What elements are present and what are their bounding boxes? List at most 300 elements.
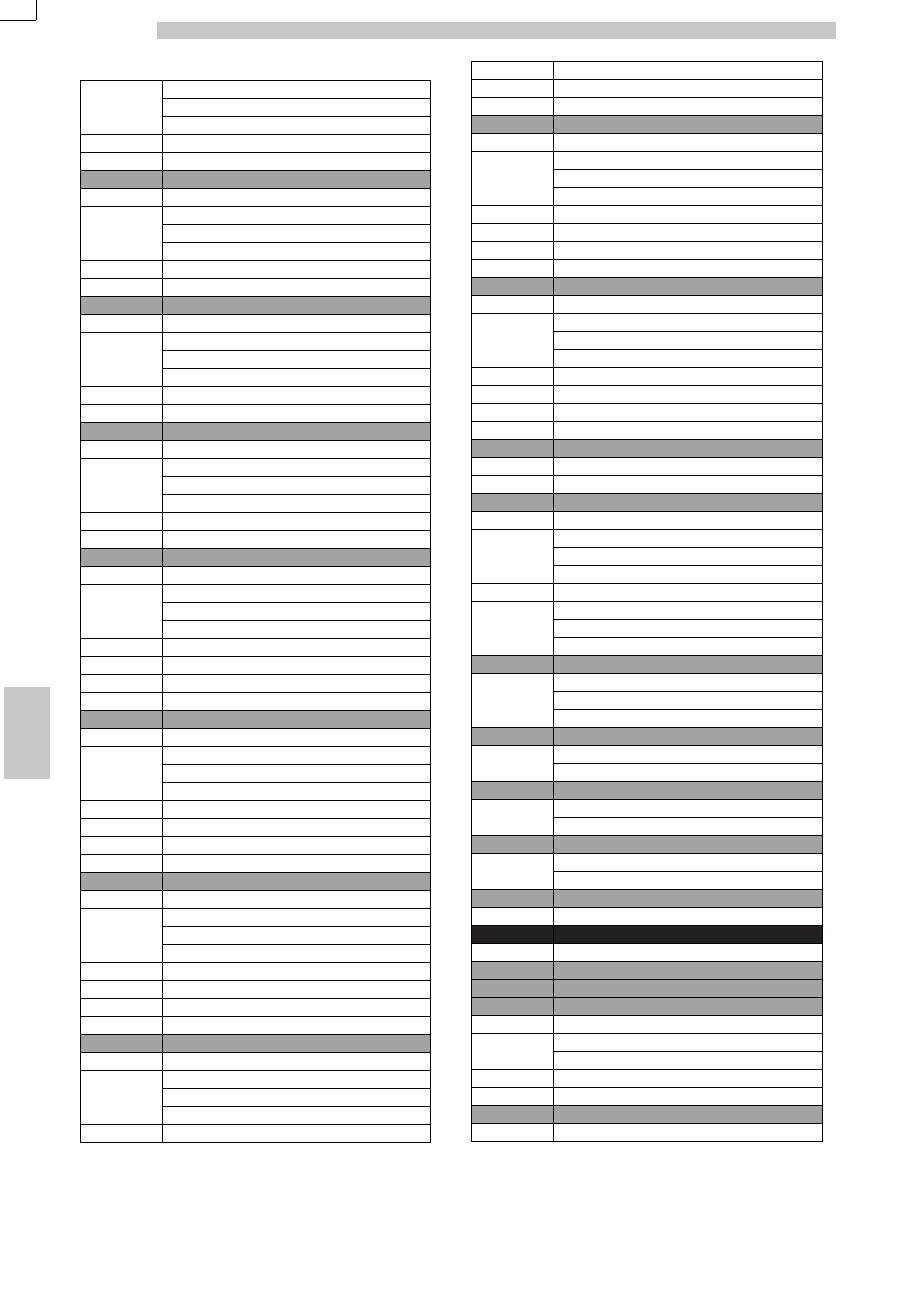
value-cell	[554, 566, 823, 584]
header-cell-value	[163, 1035, 431, 1053]
value-cell	[163, 909, 431, 927]
table-row	[472, 1088, 823, 1106]
section-header-row	[472, 440, 823, 458]
key-cell	[81, 279, 163, 297]
header-cell-value	[554, 836, 823, 854]
header-cell-value	[554, 440, 823, 458]
header-cell-value	[554, 926, 823, 944]
table-row	[81, 963, 431, 981]
value-cell	[554, 152, 823, 170]
table-row	[81, 279, 431, 297]
table-row	[81, 333, 431, 351]
value-cell	[554, 314, 823, 332]
value-cell	[163, 531, 431, 549]
header-cell-value	[554, 728, 823, 746]
header-cell-key	[472, 926, 554, 944]
key-cell	[81, 459, 163, 513]
header-cell-key	[472, 494, 554, 512]
key-cell	[81, 639, 163, 657]
table-row	[472, 134, 823, 152]
key-cell	[81, 333, 163, 387]
key-cell	[81, 855, 163, 873]
key-cell	[472, 800, 554, 836]
section-header-row	[81, 711, 431, 729]
key-cell	[81, 567, 163, 585]
key-cell	[81, 729, 163, 747]
value-cell	[163, 135, 431, 153]
table-row	[472, 602, 823, 620]
section-header-row	[472, 962, 823, 980]
section-header-row	[472, 1106, 823, 1124]
table-row	[472, 854, 823, 872]
key-cell	[81, 747, 163, 801]
table-row	[472, 404, 823, 422]
value-cell	[554, 512, 823, 530]
table-row	[81, 729, 431, 747]
header-cell-key	[472, 890, 554, 908]
table-row	[81, 387, 431, 405]
key-cell	[81, 1053, 163, 1071]
header-cell-value	[163, 711, 431, 729]
key-cell	[472, 224, 554, 242]
value-cell	[163, 675, 431, 693]
section-header-row	[81, 171, 431, 189]
key-cell	[81, 801, 163, 819]
value-cell	[163, 459, 431, 477]
value-cell	[163, 1053, 431, 1071]
header-cell-key	[472, 656, 554, 674]
value-cell	[554, 530, 823, 548]
table-row	[472, 80, 823, 98]
value-cell	[163, 1071, 431, 1089]
value-cell	[554, 692, 823, 710]
table-row	[472, 512, 823, 530]
value-cell	[554, 188, 823, 206]
value-cell	[163, 891, 431, 909]
header-cell-key	[472, 998, 554, 1016]
value-cell	[163, 801, 431, 819]
value-cell	[554, 368, 823, 386]
value-cell	[163, 837, 431, 855]
table-row	[81, 1125, 431, 1143]
table-row	[472, 386, 823, 404]
table-row	[472, 530, 823, 548]
value-cell	[163, 1089, 431, 1107]
section-header-row	[81, 297, 431, 315]
table-row	[472, 476, 823, 494]
table-row	[81, 405, 431, 423]
key-cell	[472, 134, 554, 152]
value-cell	[554, 1124, 823, 1142]
table-row	[472, 1070, 823, 1088]
table-row	[81, 855, 431, 873]
value-cell	[163, 855, 431, 873]
value-cell	[554, 242, 823, 260]
table-row	[472, 1124, 823, 1142]
value-cell	[163, 927, 431, 945]
key-cell	[81, 1071, 163, 1125]
table-row	[81, 999, 431, 1017]
top-header-band	[157, 22, 836, 39]
key-cell	[472, 674, 554, 728]
section-header-row	[472, 116, 823, 134]
table-row	[81, 207, 431, 225]
value-cell	[163, 747, 431, 765]
value-cell	[163, 783, 431, 801]
key-cell	[472, 314, 554, 368]
key-cell	[81, 261, 163, 279]
key-cell	[81, 909, 163, 963]
table-row	[81, 819, 431, 837]
table-row	[472, 260, 823, 278]
value-cell	[554, 908, 823, 926]
header-cell-key	[81, 711, 163, 729]
table-row	[81, 639, 431, 657]
value-cell	[163, 621, 431, 639]
header-cell-key	[472, 440, 554, 458]
header-cell-value	[163, 423, 431, 441]
value-cell	[163, 387, 431, 405]
table-row	[81, 1071, 431, 1089]
section-header-row	[81, 873, 431, 891]
header-cell-value	[554, 782, 823, 800]
value-cell	[554, 800, 823, 818]
key-cell	[472, 1070, 554, 1088]
table-row	[81, 81, 431, 99]
table-row	[472, 1034, 823, 1052]
value-cell	[163, 153, 431, 171]
value-cell	[163, 81, 431, 99]
key-cell	[81, 441, 163, 459]
value-cell	[554, 674, 823, 692]
header-cell-key	[81, 1035, 163, 1053]
key-cell	[472, 260, 554, 278]
value-cell	[554, 818, 823, 836]
header-cell-value	[163, 297, 431, 315]
table-row	[81, 657, 431, 675]
section-header-row	[472, 890, 823, 908]
header-cell-key	[472, 1106, 554, 1124]
table-row	[81, 189, 431, 207]
header-cell-key	[81, 873, 163, 891]
value-cell	[554, 170, 823, 188]
table-left	[80, 80, 431, 1143]
key-cell	[472, 80, 554, 98]
crop-mark	[36, 0, 37, 20]
value-cell	[554, 746, 823, 764]
value-cell	[163, 477, 431, 495]
section-header-row	[472, 980, 823, 998]
value-cell	[163, 333, 431, 351]
key-cell	[81, 1125, 163, 1143]
value-cell	[163, 819, 431, 837]
value-cell	[163, 981, 431, 999]
key-cell	[472, 1034, 554, 1070]
table-row	[472, 674, 823, 692]
key-cell	[81, 891, 163, 909]
key-cell	[81, 81, 163, 135]
key-cell	[81, 1017, 163, 1035]
key-cell	[472, 206, 554, 224]
value-cell	[163, 603, 431, 621]
table-row	[472, 314, 823, 332]
section-header-row	[472, 494, 823, 512]
header-cell-key	[472, 116, 554, 134]
value-cell	[554, 350, 823, 368]
value-cell	[554, 260, 823, 278]
table-row	[81, 981, 431, 999]
key-cell	[472, 584, 554, 602]
table-row	[472, 584, 823, 602]
table-row	[81, 909, 431, 927]
table-row	[81, 747, 431, 765]
value-cell	[554, 710, 823, 728]
value-cell	[554, 584, 823, 602]
value-cell	[554, 1070, 823, 1088]
value-cell	[554, 1088, 823, 1106]
header-cell-key	[472, 728, 554, 746]
key-cell	[81, 189, 163, 207]
value-cell	[163, 945, 431, 963]
section-header-row-dark	[472, 926, 823, 944]
key-cell	[472, 908, 554, 926]
table-row	[81, 693, 431, 711]
key-cell	[81, 513, 163, 531]
table-row	[81, 441, 431, 459]
table-row	[81, 1053, 431, 1071]
header-cell-value	[554, 278, 823, 296]
table-row	[472, 62, 823, 80]
key-cell	[81, 135, 163, 153]
value-cell	[163, 963, 431, 981]
key-cell	[472, 746, 554, 782]
value-cell	[554, 854, 823, 872]
section-header-row	[81, 1035, 431, 1053]
key-cell	[81, 153, 163, 171]
value-cell	[163, 351, 431, 369]
table-right	[471, 61, 823, 1142]
section-header-row	[81, 423, 431, 441]
crop-mark	[0, 20, 36, 21]
header-cell-key	[472, 980, 554, 998]
value-cell	[163, 441, 431, 459]
value-cell	[163, 279, 431, 297]
value-cell	[554, 422, 823, 440]
table-row	[81, 891, 431, 909]
key-cell	[472, 368, 554, 386]
header-cell-value	[554, 998, 823, 1016]
header-cell-key	[472, 962, 554, 980]
header-cell-key	[81, 171, 163, 189]
value-cell	[554, 206, 823, 224]
key-cell	[472, 944, 554, 962]
value-cell	[163, 369, 431, 387]
value-cell	[554, 98, 823, 116]
table-row	[81, 315, 431, 333]
section-header-row	[472, 836, 823, 854]
key-cell	[472, 404, 554, 422]
table-row	[472, 1016, 823, 1034]
table-row	[472, 746, 823, 764]
header-cell-key	[81, 297, 163, 315]
key-cell	[472, 62, 554, 80]
value-cell	[554, 476, 823, 494]
header-cell-value	[554, 656, 823, 674]
section-header-row	[472, 998, 823, 1016]
table-row	[472, 368, 823, 386]
table-row	[472, 152, 823, 170]
table-row	[472, 224, 823, 242]
value-cell	[554, 80, 823, 98]
value-cell	[554, 458, 823, 476]
table-row	[81, 675, 431, 693]
key-cell	[81, 999, 163, 1017]
key-cell	[472, 476, 554, 494]
key-cell	[81, 405, 163, 423]
value-cell	[163, 693, 431, 711]
value-cell	[554, 944, 823, 962]
table-row	[472, 944, 823, 962]
value-cell	[163, 513, 431, 531]
table-row	[81, 801, 431, 819]
table-row	[81, 837, 431, 855]
header-cell-value	[554, 962, 823, 980]
section-header-row	[472, 728, 823, 746]
header-cell-value	[163, 171, 431, 189]
key-cell	[472, 1016, 554, 1034]
table-row	[472, 422, 823, 440]
value-cell	[554, 62, 823, 80]
table-row	[81, 531, 431, 549]
header-cell-key	[81, 423, 163, 441]
header-cell-value	[163, 549, 431, 567]
value-cell	[163, 117, 431, 135]
key-cell	[472, 854, 554, 890]
key-cell	[81, 207, 163, 261]
table-row	[81, 153, 431, 171]
value-cell	[163, 567, 431, 585]
key-cell	[81, 585, 163, 639]
value-cell	[554, 638, 823, 656]
value-cell	[554, 764, 823, 782]
header-cell-value	[554, 116, 823, 134]
header-cell-key	[472, 836, 554, 854]
table-row	[472, 800, 823, 818]
value-cell	[163, 189, 431, 207]
value-cell	[163, 99, 431, 117]
table-row	[81, 585, 431, 603]
section-header-row	[472, 656, 823, 674]
header-cell-value	[554, 980, 823, 998]
key-cell	[81, 963, 163, 981]
section-header-row	[81, 549, 431, 567]
value-cell	[554, 134, 823, 152]
value-cell	[163, 1125, 431, 1143]
value-cell	[163, 729, 431, 747]
key-cell	[81, 819, 163, 837]
value-cell	[554, 1052, 823, 1070]
table-row	[81, 261, 431, 279]
key-cell	[81, 315, 163, 333]
key-cell	[472, 530, 554, 584]
key-cell	[472, 1124, 554, 1142]
key-cell	[472, 512, 554, 530]
value-cell	[163, 261, 431, 279]
value-cell	[163, 585, 431, 603]
table-row	[472, 206, 823, 224]
key-cell	[472, 422, 554, 440]
key-cell	[81, 693, 163, 711]
header-cell-key	[472, 782, 554, 800]
value-cell	[554, 404, 823, 422]
value-cell	[163, 999, 431, 1017]
key-cell	[81, 837, 163, 855]
value-cell	[554, 548, 823, 566]
key-cell	[472, 152, 554, 206]
value-cell	[554, 332, 823, 350]
table-row	[472, 296, 823, 314]
value-cell	[554, 1034, 823, 1052]
value-cell	[163, 405, 431, 423]
key-cell	[81, 531, 163, 549]
table-row	[81, 135, 431, 153]
table-row	[81, 1017, 431, 1035]
table-row	[472, 908, 823, 926]
table-row	[472, 98, 823, 116]
value-cell	[163, 1017, 431, 1035]
table-row	[472, 458, 823, 476]
table-row	[81, 459, 431, 477]
section-header-row	[472, 782, 823, 800]
chapter-side-tab	[4, 687, 50, 779]
header-cell-value	[554, 890, 823, 908]
header-cell-key	[81, 549, 163, 567]
key-cell	[472, 296, 554, 314]
value-cell	[554, 386, 823, 404]
value-cell	[163, 495, 431, 513]
table-row	[472, 242, 823, 260]
value-cell	[163, 765, 431, 783]
key-cell	[472, 242, 554, 260]
value-cell	[163, 225, 431, 243]
value-cell	[554, 872, 823, 890]
header-cell-value	[554, 494, 823, 512]
value-cell	[163, 639, 431, 657]
key-cell	[472, 458, 554, 476]
value-cell	[554, 620, 823, 638]
value-cell	[163, 243, 431, 261]
key-cell	[81, 675, 163, 693]
section-header-row	[472, 278, 823, 296]
header-cell-key	[472, 278, 554, 296]
header-cell-value	[554, 1106, 823, 1124]
value-cell	[163, 657, 431, 675]
key-cell	[472, 98, 554, 116]
value-cell	[554, 224, 823, 242]
key-cell	[81, 657, 163, 675]
key-cell	[472, 386, 554, 404]
key-cell	[81, 387, 163, 405]
key-cell	[472, 1088, 554, 1106]
value-cell	[554, 1016, 823, 1034]
table-row	[81, 567, 431, 585]
value-cell	[163, 207, 431, 225]
header-cell-value	[163, 873, 431, 891]
value-cell	[163, 315, 431, 333]
key-cell	[472, 602, 554, 656]
value-cell	[163, 1107, 431, 1125]
value-cell	[554, 296, 823, 314]
